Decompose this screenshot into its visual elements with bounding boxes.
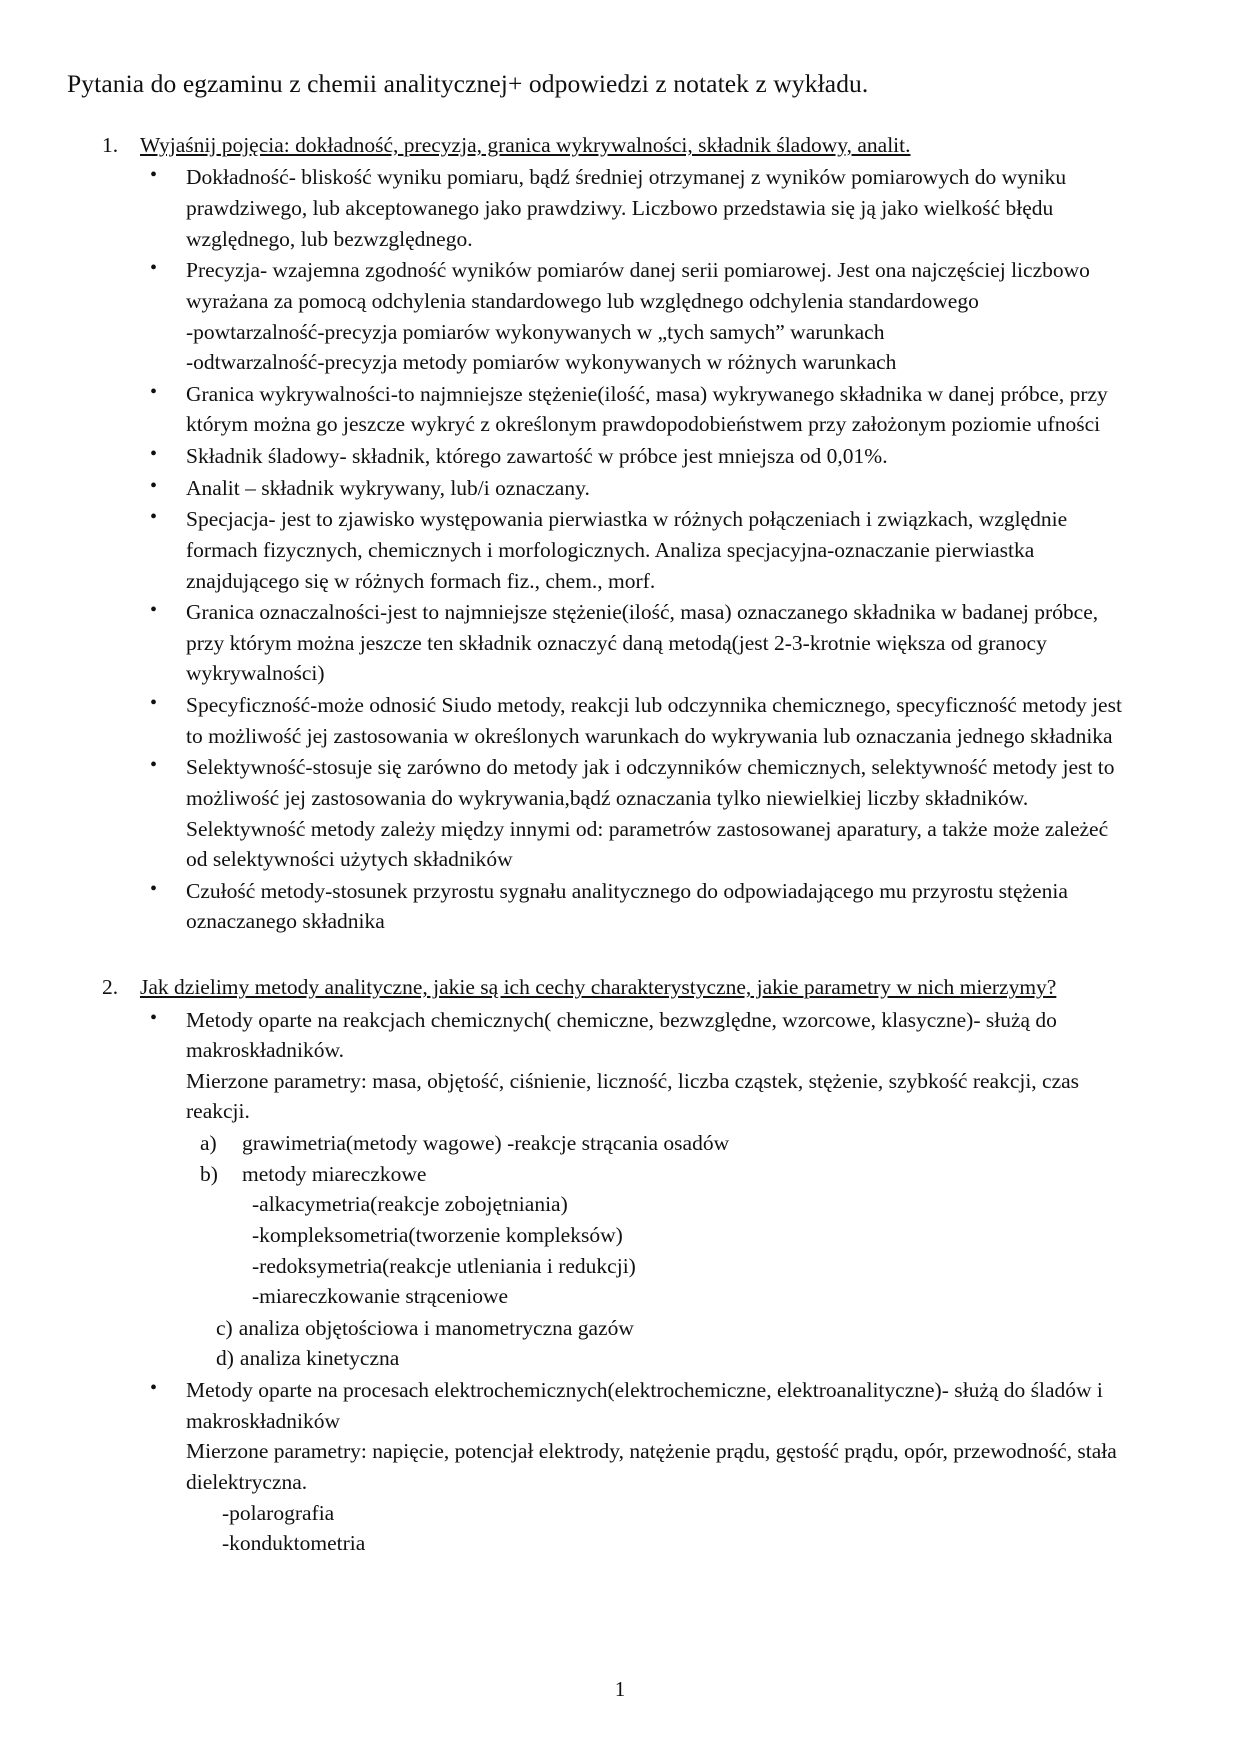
list-item [140, 876, 1122, 937]
list-item: -alkacymetria(reakcje zobojętniania) [252, 1192, 568, 1217]
list-marker: d) [216, 1346, 234, 1371]
dash-sublist [186, 1498, 1122, 1559]
bullet-text: • Analit – składnik wykrywany, lub/i oznaczany. [186, 475, 590, 500]
bullet-text: • Precyzja- wzajemna zgodność wyników pomiarów danej serii pomiarowej. Jest ona najczęściej liczbowo wyrażana za pomocą odchylenia standardowego lub względnego odchylenia standardowego [186, 258, 1090, 313]
list-item [140, 1005, 1122, 1375]
list-item [186, 1343, 1122, 1374]
list-item [140, 752, 1122, 875]
section-spacer [62, 938, 1122, 972]
question-item-1 [62, 130, 1122, 937]
question-item-2 [62, 972, 1122, 1559]
bullet-extra-line: Mierzone parametry: napięcie, potencjał elektrody, natężenie prądu, gęstość prądu, opór, przewodność, stała dielektryczna. [186, 1439, 1117, 1494]
list-item-text: metody miareczkowe [242, 1161, 427, 1186]
bullet-text: • Dokładność- bliskość wyniku pomiaru, bądź średniej otrzymanej z wyników pomiarowych do wyniku prawdziwego, lub akceptowanego jako prawdziwy. Liczbowo przedstawia się ją jako wielkość błędu względnego, lub bezwzględnego. [186, 165, 1067, 251]
bullet-extra-line: Mierzone parametry: masa, objętość, ciśnienie, liczność, liczba cząstek, stężenie, szybkość reakcji, czas reakcji. [186, 1068, 1080, 1124]
list-item-text: grawimetria(metody wagowe) -reakcje strącania osadów [242, 1131, 730, 1156]
list-item: -konduktometria [222, 1531, 366, 1556]
bullet-extra-line: -odtwarzalność-precyzja metody pomiarów wykonywanych w różnych warunkach [186, 350, 897, 375]
bullet-text: • Granica oznaczalności-jest to najmniejsze stężenie(ilość, masa) oznaczanego składnika w badanej próbce, przy którym można jeszcze ten składnik oznaczyć daną metodą(jest 2-3-krotnie większa od granocy wykrywalności) [186, 600, 1099, 686]
bullet-extra-line: -powtarzalność-precyzja pomiarów wykonywanych w „tych samych” warunkach [186, 319, 885, 344]
bullet-text: • Selektywność-stosuje się zarówno do metody jak i odczynników chemicznych, selektywność metody jest to możliwość jej zastosowania do wykrywania,bądź oznaczania tylko niewielkiej liczby składników. Selektywność metody zależy między innymi od: parametrów zastosowanej aparatury, a także może zależeć od selektywności użytych składników [186, 755, 1115, 872]
list-item [186, 1159, 1122, 1190]
list-item [140, 255, 1122, 378]
list-item [140, 597, 1122, 689]
page-title: Pytania do egzaminu z chemii analitycznej+ odpowiedzi z notatek z wykładu. [67, 69, 869, 98]
list-item [140, 504, 1122, 596]
list-item [140, 441, 1122, 472]
list-item-text: analiza objętościowa i manometryczna gazów [238, 1315, 634, 1340]
list-item [140, 690, 1122, 751]
list-item-text: analiza kinetyczna [239, 1346, 400, 1371]
list-item: -kompleksometria(tworzenie kompleksów) [252, 1222, 623, 1247]
lettered-sublist [186, 1128, 1122, 1189]
bullet-text: • Specyficzność-może odnosić Siudo metody, reakcji lub odczynnika chemicznego, specyficzność metody jest to możliwość jej zastosowania w określonych warunkach do wykrywania lub oznaczania jednego składnika [186, 693, 1122, 748]
answer-bullet-list-2 [140, 1005, 1122, 1559]
bullet-text: • Składnik śladowy- składnik, którego zawartość w próbce jest mniejsza od 0,01%. [186, 444, 888, 469]
list-item [186, 1128, 1122, 1159]
bullet-text: • Granica wykrywalności-to najmniejsze stężenie(ilość, masa) wykrywanego składnika w danej próbce, przy którym można go jeszcze wykryć z określonym prawdopodobieństwem przy założonym poziomie ufności [186, 381, 1108, 437]
list-item: -redoksymetria(reakcje utleniania i redukcji) [252, 1253, 636, 1278]
lettered-sublist-continued [186, 1313, 1122, 1374]
answer-bullet-list-1 [140, 162, 1122, 937]
question-number: 1. [102, 132, 119, 157]
bullet-text: • Metody oparte na procesach elektrochemicznych(elektrochemiczne, elektroanalityczne)- służą do śladów i makroskładników [186, 1378, 1103, 1433]
question-number: 2. [102, 975, 119, 1000]
question-heading: Wyjaśnij pojęcia: dokładność, precyzja, granica wykrywalności, składnik śladowy, analit. [140, 132, 911, 157]
list-item: -polarografia [222, 1500, 335, 1525]
dash-sublist [186, 1189, 1122, 1312]
bullet-text: • Specjacja- jest to zjawisko występowania pierwiastka w różnych połączeniach i związkach, względnie formach fizycznych, chemicznych i morfologicznych. Analiza specjacyjna-oznaczanie pierwiastka znajdującego się w różnych formach fiz., chem., morf. [186, 507, 1068, 593]
list-item [140, 379, 1122, 440]
list-item [140, 1375, 1122, 1559]
list-item [140, 162, 1122, 254]
bullet-text: • Metody oparte na reakcjach chemicznych( chemiczne, bezwzględne, wzorcowe, klasyczne)- służą do makroskładników. [186, 1007, 1057, 1063]
bullet-text: • Czułość metody-stosunek przyrostu sygnału analitycznego do odpowiadającego mu przyrostu stężenia oznaczanego składnika [186, 878, 1068, 934]
questions-list [62, 130, 1122, 1559]
list-item [186, 1313, 1122, 1344]
page-number: 1 [614, 1677, 626, 1701]
question-heading: Jak dzielimy metody analityczne, jakie są ich cechy charakterystyczne, jakie parametry w nich mierzymy? [140, 975, 1057, 1000]
list-marker: c) [216, 1315, 233, 1340]
list-item [140, 473, 1122, 504]
list-marker: b) [200, 1161, 218, 1186]
list-item: -miareczkowanie strąceniowe [252, 1284, 509, 1309]
list-marker: a) [200, 1131, 217, 1156]
